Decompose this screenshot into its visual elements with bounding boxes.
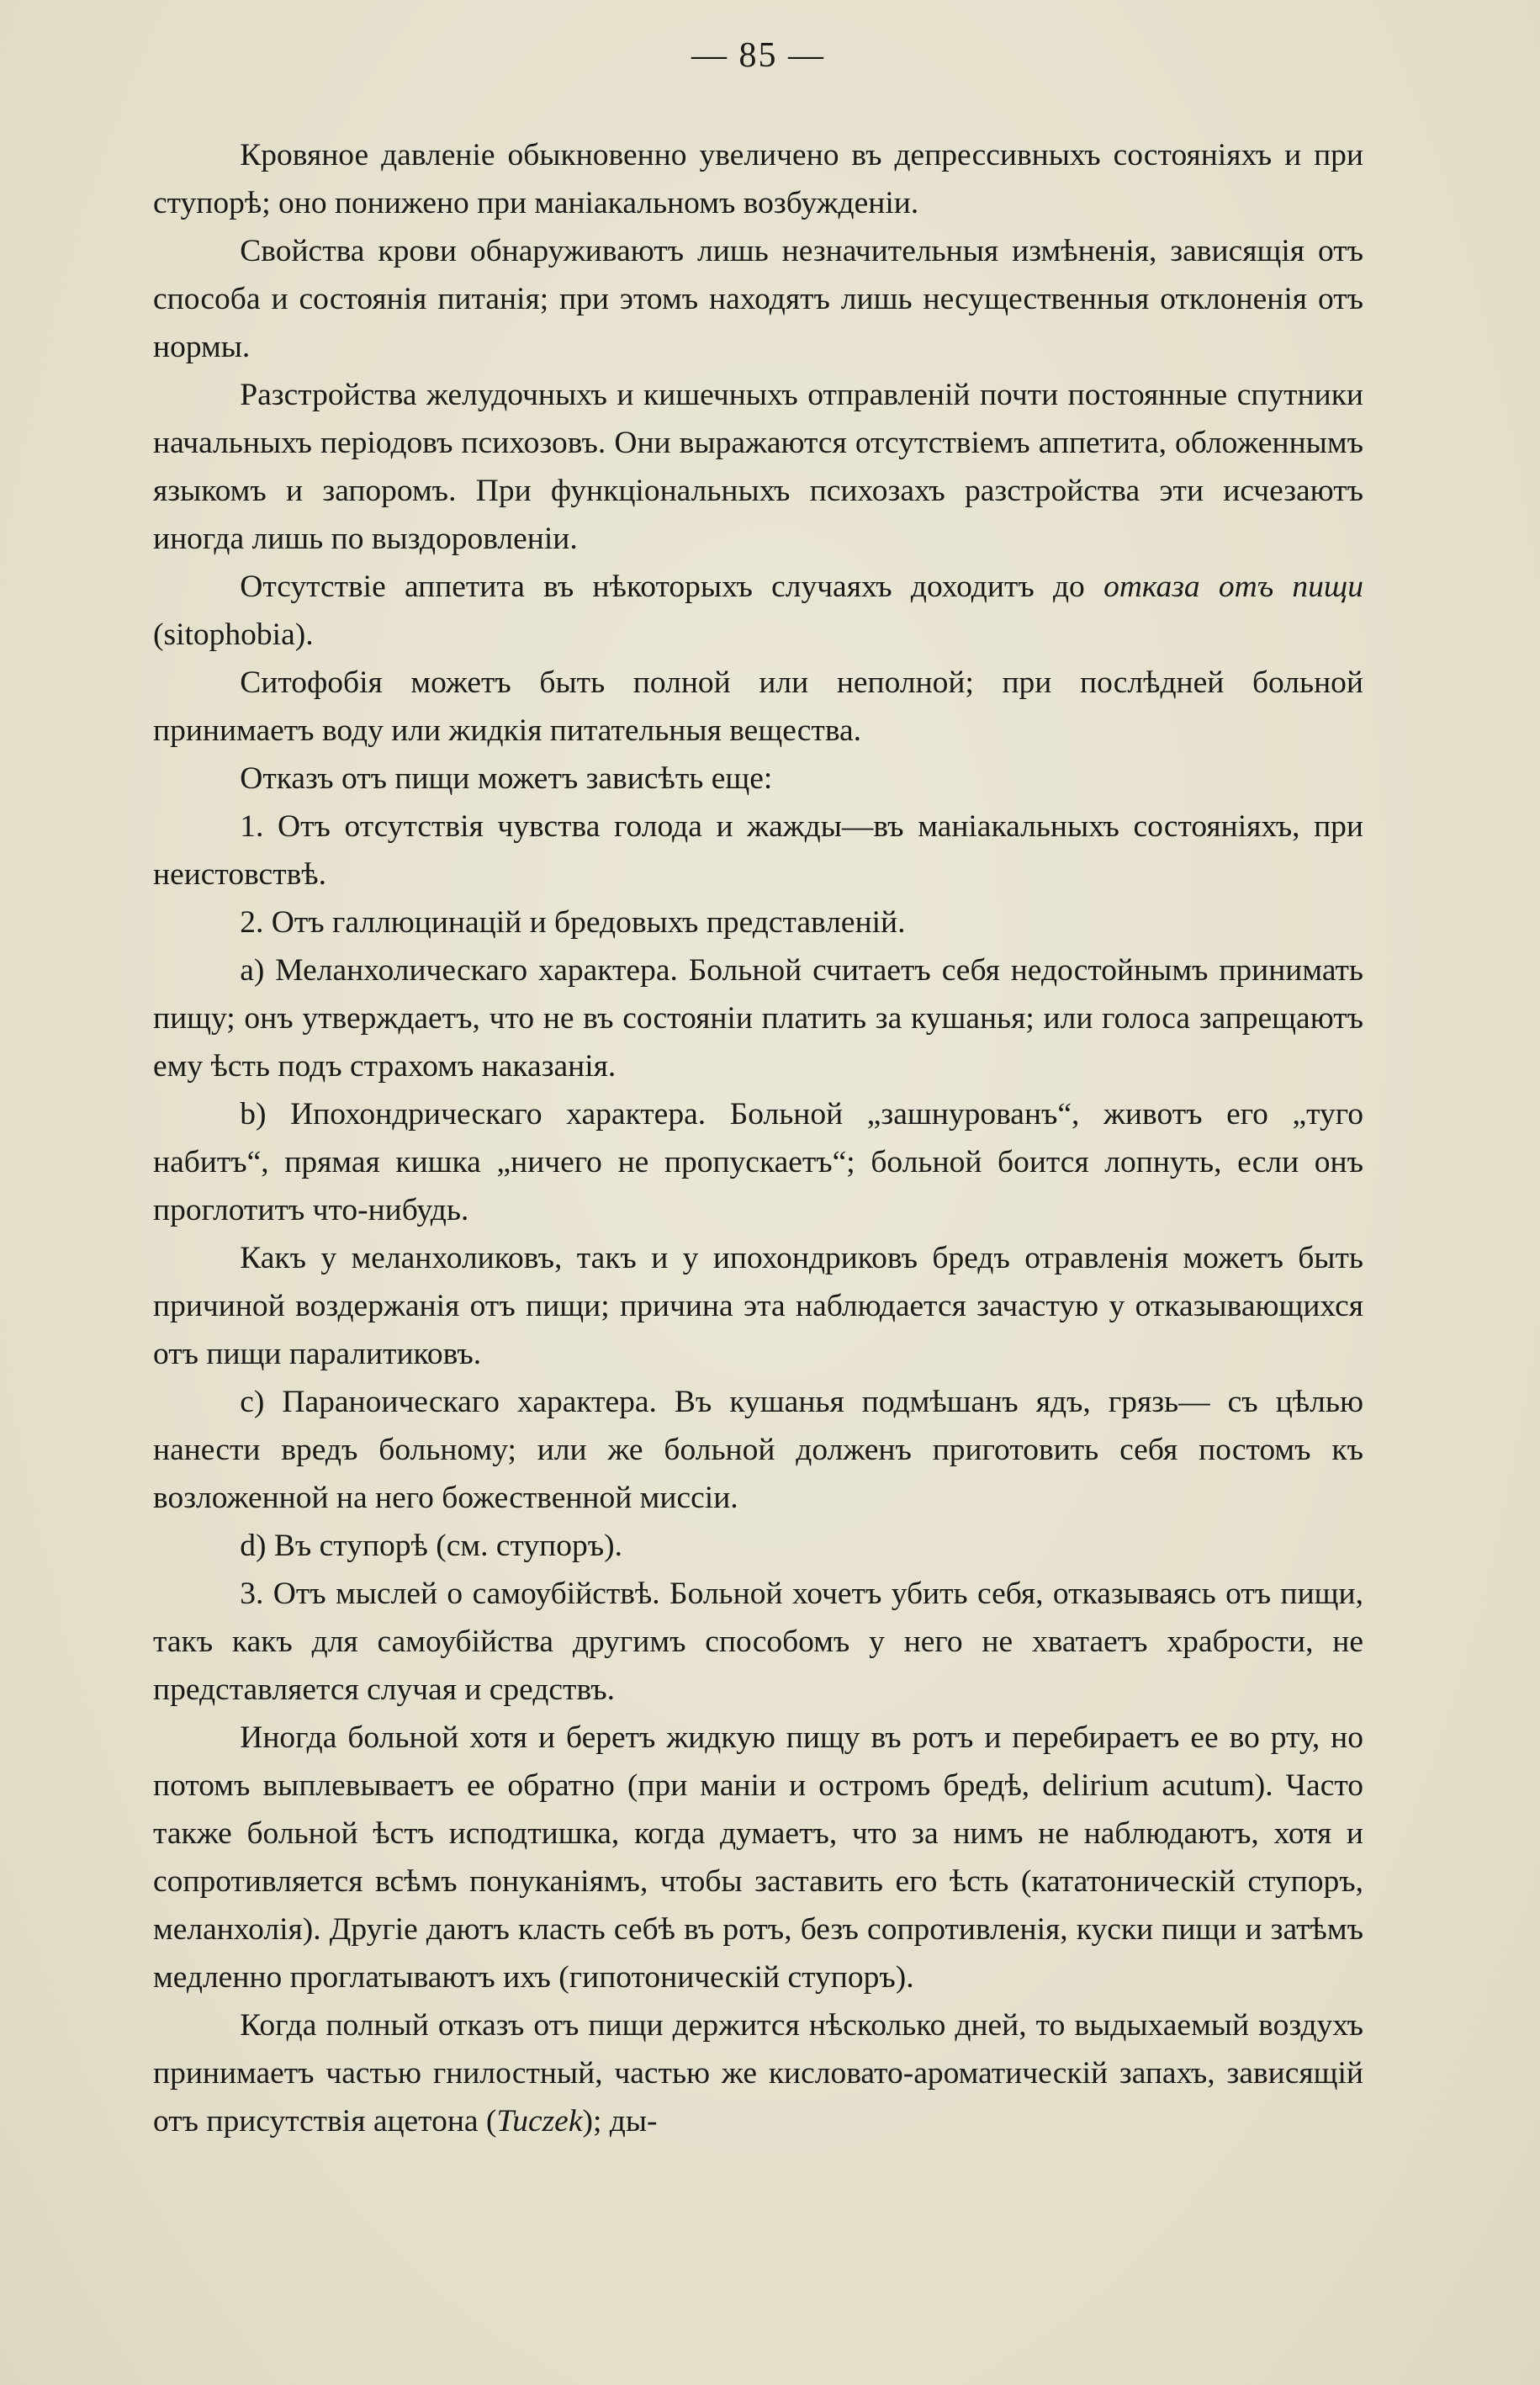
food-refusal-term: отказа отъ пищи: [1103, 570, 1363, 604]
list-item-2: 2. Отъ галлюцинацій и бредовыхъ представленій.: [240, 905, 906, 940]
paragraph-blood-properties: Свойства крови обнаруживаютъ лишь незначительныя измѣненія, зависящія отъ способа и состоянія питанія; при этомъ находятъ лишь несущественныя отклоненія отъ нормы.: [153, 234, 1363, 364]
paragraph-digestive-disorders: Разстройства желудочныхъ и кишечныхъ отправленій почти постоянные спутники начальныхъ періодовъ психозовъ. Они выражаются отсутствіемъ аппетита, обложеннымъ языкомъ и запоромъ. При функціональныхъ психозахъ разстройства эти исчезаютъ иногда лишь по выздоровленіи.: [153, 378, 1363, 556]
list-item-2a: a) Меланхолическаго характера. Больной считаетъ себя недостойнымъ принимать пищу; онъ утверждаетъ, что не въ состояніи платить за кушанья; или голоса запрещаютъ ему ѣсть подъ страхомъ наказанія.: [153, 953, 1363, 1084]
paragraph-blood-pressure: Кровяное давленіе обыкновенно увеличено въ депрессивныхъ состояніяхъ и при ступорѣ; оно понижено при маніакальномъ возбужденіи.: [153, 138, 1363, 220]
paragraph-spitting-food: Иногда больной хотя и беретъ жидкую пищу въ ротъ и перебираетъ ее во рту, но потомъ выплевываетъ ее обратно (при маніи и остромъ бредѣ, delirium acutum). Часто также больной ѣстъ исподтишка, когда думаетъ, что за нимъ не наблюдаютъ, хотя и сопротивляется всѣмъ понуканіямъ, чтобы заставить его ѣсть (кататоническій ступоръ, меланхолія). Другіе даютъ класть себѣ въ ротъ, безъ сопротивленія, куски пищи и затѣмъ медленно проглатываютъ ихъ (гипотоническій ступоръ).: [153, 1720, 1363, 1995]
paragraph-sitophobia: Ситофобія можетъ быть полной или неполной; при послѣдней больной принимаетъ воду или жидкія питательныя вещества.: [153, 665, 1363, 748]
paragraph-breath-odor: [153, 2001, 1363, 2145]
list-item-2b: b) Ипохондрическаго характера. Больной „зашнурованъ“, животъ его „туго набитъ“, прямая кишка „ничего не пропускаетъ“; больной боится лопнуть, если онъ проглотитъ что-нибудь.: [153, 1097, 1363, 1227]
list-item-2c: c) Параноическаго характера. Въ кушанья подмѣшанъ ядъ, грязь— съ цѣлью нанести вредъ больному; или же больной долженъ приготовить себя постомъ къ возложенной на него божественной миссіи.: [153, 1385, 1363, 1515]
paragraph-poisoning-delusion: Какъ у меланхоликовъ, такъ и у ипохондриковъ бредъ отравленія можетъ быть причиной воздержанія отъ пищи; причина эта наблюдается зачастую у отказывающихся отъ пищи паралитиковъ.: [153, 1241, 1363, 1371]
list-item-2d: d) Въ ступорѣ (см. ступоръ).: [240, 1529, 622, 1563]
paragraph-appetite-absence: [153, 563, 1363, 659]
appetite-text: Отсутствіе аппетита въ нѣкоторыхъ случаяхъ доходитъ до: [240, 570, 1085, 604]
author-tuczek: Tuczek: [496, 2104, 583, 2139]
list-item-1: 1. Отъ отсутствія чувства голода и жажды—въ маніакальныхъ состояніяхъ, при неистовствѣ.: [153, 809, 1363, 892]
paragraph-refusal-causes: Отказъ отъ пищи можетъ зависѣть еще:: [240, 761, 773, 796]
list-item-3: 3. Отъ мыслей о самоубійствѣ. Больной хочетъ убить себя, отказываясь отъ пищи, такъ какъ для самоубійства другимъ способомъ у него не хватаетъ храбрости, не представляется случая и средствъ.: [153, 1577, 1363, 1707]
page-number: — 85 —: [691, 36, 825, 75]
body-text: [153, 131, 1363, 2145]
sitophobia-term: (sitophobia).: [153, 617, 314, 652]
breath-odor-tail: ); ды-: [582, 2104, 658, 2139]
breath-odor-text: Когда полный отказъ отъ пищи держится нѣсколько дней, то выдыхаемый воздухъ принимаетъ частью гнилостный, частью же кисловато-ароматическій запахъ, зависящій отъ присутствія ацетона (: [153, 2008, 1363, 2139]
